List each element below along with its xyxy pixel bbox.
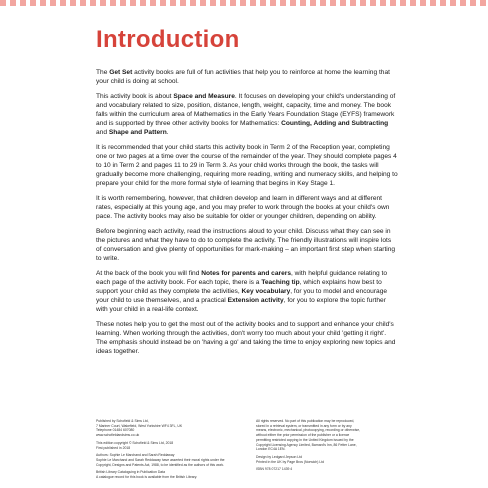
- footer-line: Published by Schofield & Sims Ltd,: [96, 419, 149, 423]
- intro-paragraph: [96, 143, 398, 188]
- bold-term: Teaching tip: [261, 279, 300, 286]
- top-decorative-stripes: [0, 0, 488, 6]
- bold-term: Shape and Pattern: [108, 129, 167, 136]
- footer-line: without either the prior permission of the publisher or a licence: [256, 433, 350, 438]
- footer-line: London EC4A 1EN.: [256, 447, 286, 452]
- footer-line: ISBN 978 07217 1439 4: [256, 467, 293, 472]
- introduction-body: [96, 68, 398, 362]
- rights-notice: [256, 419, 406, 472]
- intro-paragraph: [96, 227, 398, 263]
- footer-line: Design by Ledgard Jepson Ltd: [256, 454, 302, 459]
- footer-line: means, electronic, mechanical, photocopying, recording or otherwise,: [256, 428, 361, 433]
- text-run: These notes help you to get the most out of the activity books and to support and enhance your child's learning. When working through the activities, don't worry too much about your child 'getting it right'. The emphasis should instead be on 'having a go' and taking the time to enjoy exploring new topics and ideas together.: [96, 321, 396, 355]
- text-run: .: [166, 129, 169, 136]
- footer-line: A catalogue record for this book is available from the British Library.: [96, 475, 198, 480]
- intro-paragraph: [96, 269, 398, 314]
- footer-line: Telephone 01484 607080: [96, 428, 135, 433]
- intro-paragraph: [96, 92, 398, 137]
- bold-term: Get Set: [109, 69, 133, 76]
- publisher-details: [96, 419, 246, 480]
- text-run: It is recommended that your child starts this activity book in Term 2 of the Reception year, completing one or two pages at a time over the course of the remainder of the year. They should complete pages 4 to 10 in Term 2 and pages 11 to 29 in Term 3. As your child works through the book, the tasks will gradually become more challenging, requiring more reading, writing and numeracy skills, and helping to prepare your child for the more formal style of learning that begins in Key Stage 1.: [96, 144, 398, 187]
- text-run: At the back of the book you will find: [96, 270, 202, 277]
- footer-line: Copyright, Designs and Patents Act, 1988, to be identified as the authors of this work.: [96, 462, 225, 467]
- text-run: , with helpful guidance relating to each page of the activity book. For each topic, there is a: [96, 270, 388, 286]
- intro-paragraph: [96, 68, 398, 86]
- footer-line: British Library Cataloguing in Publication Data: [96, 470, 165, 475]
- footer-line: 7 Mariner Court, Wakefield, West Yorkshire WF4 3FL, UK: [96, 423, 183, 428]
- text-run: It is worth remembering, however, that children develop and learn in different ways and at different rates, especially at this young age, and you may prefer to work through the books at your child's own pace. The activity books may also be suitable for older or younger children, depending on ability.: [96, 195, 390, 220]
- bold-term: Notes for parents and carers: [201, 270, 291, 277]
- text-run: , which explains how best to support your child as they complete the activities,: [96, 279, 382, 295]
- footer-line: Printed in the UK by Page Bros (Norwich) Ltd: [256, 459, 325, 464]
- footer-line: All rights reserved. No part of this publication may be reproduced,: [256, 419, 355, 423]
- text-run: The: [96, 69, 110, 76]
- footer-line: stored in a retrieval system, or transmitted in any form or by any: [256, 423, 352, 428]
- footer-line: www.schofieldandsims.co.uk: [96, 433, 140, 438]
- footer-line: This edition copyright © Schofield & Sims Ltd, 2018: [96, 440, 174, 445]
- bold-term: Extension activity: [227, 297, 284, 304]
- text-run: , for you to explore the topic further with your child in a real-life context.: [96, 297, 386, 313]
- text-run: and: [96, 129, 109, 136]
- footer-line: First published in 2018: [96, 445, 131, 450]
- footer-line: Sophie Le Marchand and Sarah Reddaway have asserted their moral rights under the: [96, 457, 225, 462]
- text-run: activity books are full of fun activities that help you to reinforce at home the learning that your child is doing at school.: [96, 69, 390, 85]
- text-run: This activity book is about: [96, 93, 174, 100]
- intro-paragraph: [96, 320, 398, 356]
- footer-line: Authors: Sophie Le Marchand and Sarah Reddaway: [96, 453, 175, 458]
- intro-paragraph: [96, 194, 398, 221]
- bold-term: Counting, Adding and Subtracting: [281, 120, 389, 127]
- page-title: Introduction: [96, 26, 240, 53]
- footer-line: permitting restricted copying in the United Kingdom issued by the: [256, 437, 354, 442]
- bold-term: Space and Measure: [173, 93, 235, 100]
- text-run: . It focuses on developing your child's understanding of and vocabulary related to size, position, distance, length, weight, capacity, time and money. The book falls within the curriculum area of Mathematics in the Early Years Foundation Stage (EYFS) framework and is supported by three other activity books for Mathematics:: [96, 93, 396, 127]
- bold-term: Key vocabulary: [241, 288, 291, 295]
- text-run: , for you to model and encourage your child to use themselves, and a practical: [96, 288, 388, 304]
- footer-line: Copyright Licensing Agency Limited, Barnard's Inn, 86 Fetter Lane,: [256, 442, 357, 447]
- text-run: Before beginning each activity, read the instructions aloud to your child. Discuss what they can see in the pictures and what they have to do to complete the activity. The friendly illustrations will inspire lots of conversation and give plenty of opportunities for mark-making – an important first step when starting to write.: [96, 228, 396, 262]
